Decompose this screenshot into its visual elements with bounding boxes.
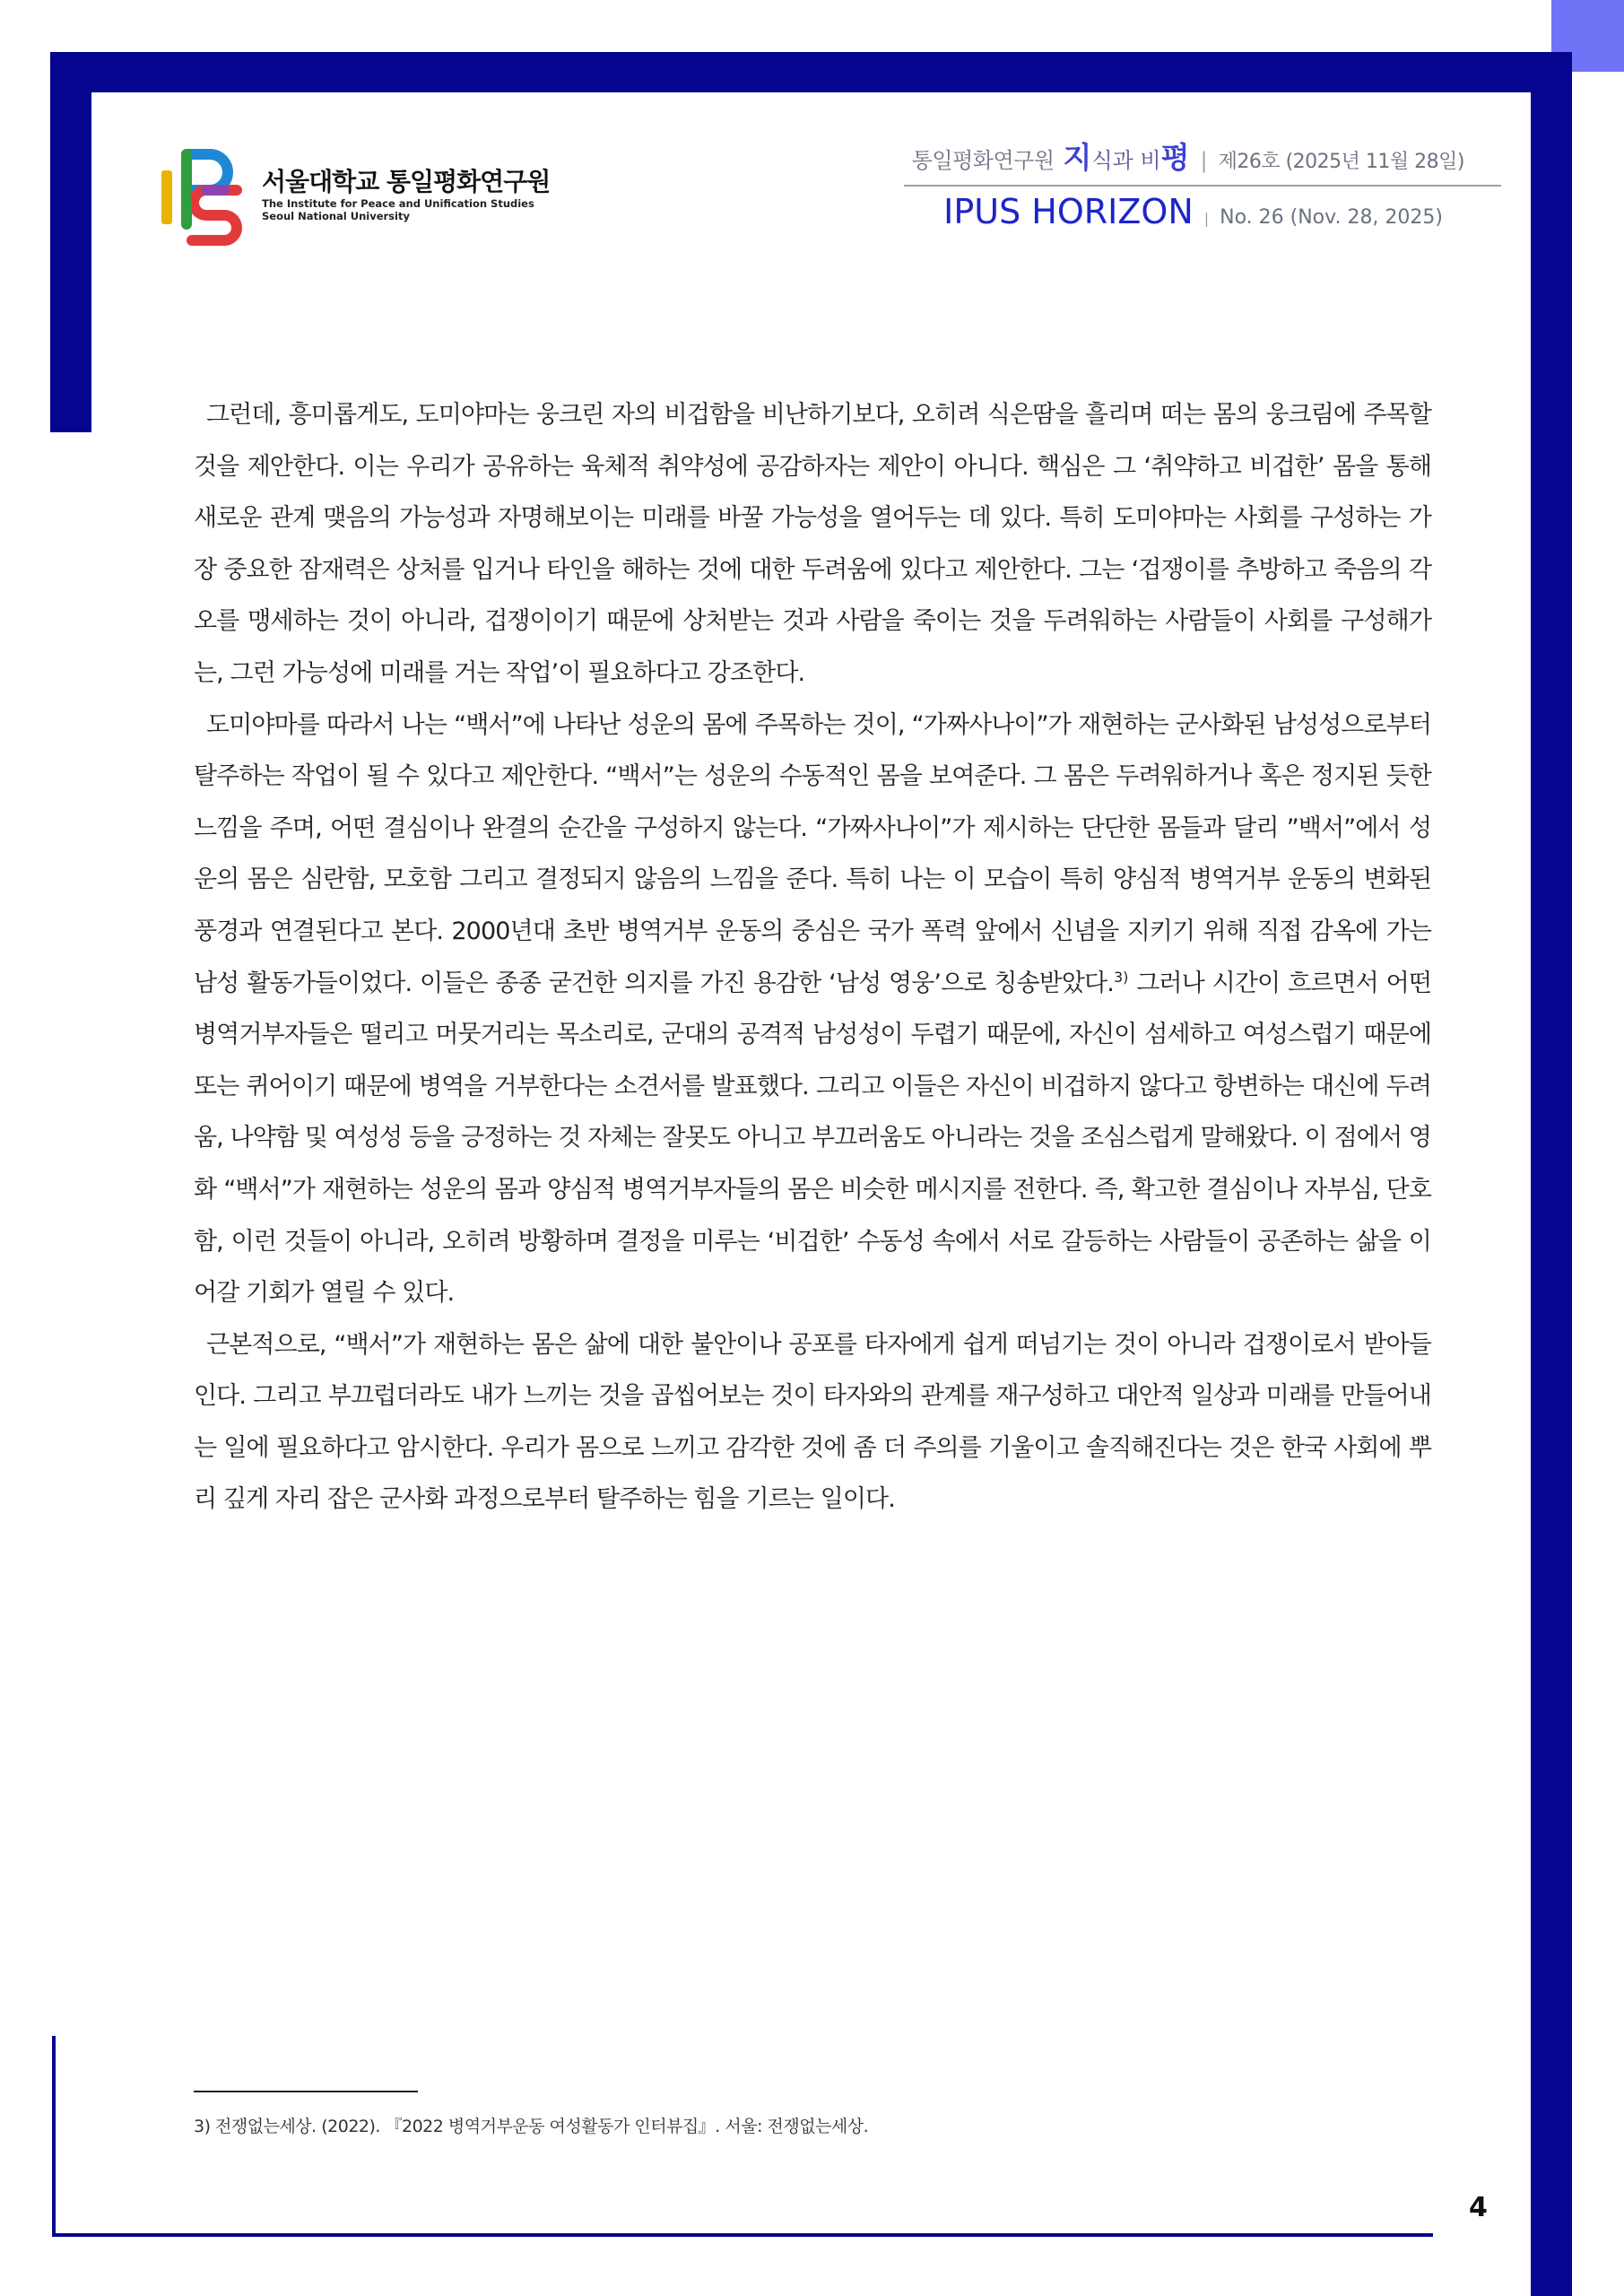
paragraph-3: 근본적으로, “백서”가 재현하는 몸은 삶에 대한 불안이나 공포를 타자에게 쉽게 떠넘기는 것이 아니라 겁쟁이로서 받아들인다. 그리고 부끄럽더라도 내가 느끼는 것을 곱씹어보는 것이 타자와의 관계를 재구성하고 대안적 일상과 미래를 만들어내는 일에 필요하다고 암시한다. 우리가 몸으로 느끼고 감각한 것에 좀 더 주의를 기울이고 솔직해진다는 것은 한국 사회에 뿌리 깊게 자리 잡은 군사화 과정으로부터 탈주하는 힘을 기르는 일이다. [194, 1330, 1431, 1514]
header-separator-en: | [1203, 210, 1210, 227]
series-title-pyeong: 평 [1160, 140, 1190, 175]
frame-right-bar [1531, 52, 1572, 2296]
issue-english: No. 26 (Nov. 28, 2025) [1220, 206, 1443, 229]
footnote-3: 3) 전쟁없는세상. (2022). 『2022 병역거부운동 여성활동가 인터뷰집』. 서울: 전쟁없는세상. [194, 2117, 869, 2136]
paragraph-2-part-a: 도미야마를 따라서 나는 “백서”에 나타난 성운의 몸에 주목하는 것이, “가짜사나이”가 재현하는 군사화된 남성성으로부터 탈주하는 작업이 될 수 있다고 제안한다. “백서”는 성운의 수동적인 몸을 보여준다. 그 몸은 두려워하거나 혹은 정지된 듯한 느낌을 주며, 어떤 결심이나 완결의 순간을 구성하지 않는다. “가짜사나이”가 제시하는 단단한 몸들과 달리 ”백서”에서 성운의 몸은 심란함, 모호함 그리고 결정되지 않음의 느낌을 준다. 특히 나는 이 모습이 특히 양심적 병역거부 운동의 변화된 풍경과 연결된다고 본다. 2000년대 초반 병역거부 운동의 중심은 국가 폭력 앞에서 신념을 지키기 위해 직접 감옥에 가는 남성 활동가들이었다. 이들은 종종 굳건한 의지를 가진 용감한 ‘남성 영웅’으로 칭송받았다. [194, 710, 1431, 997]
article-body [194, 389, 1431, 1526]
paragraph-1: 그런데, 흥미롭게도, 도미야마는 웅크린 자의 비겁함을 비난하기보다, 오히려 식은땀을 흘리며 떠는 몸의 웅크림에 주목할 것을 제안한다. 이는 우리가 공유하는 육체적 취약성에 공감하자는 제안이 아니다. 핵심은 그 ‘취약하고 비겁한’ 몸을 통해 새로운 관계 맺음의 가능성과 자명해보이는 미래를 바꿀 가능성을 열어두는 데 있다. 특히 도미야마는 사회를 구성하는 가장 중요한 잠재력은 상처를 입거나 타인을 해하는 것에 대한 두려움에 있다고 제안한다. 그는 ‘겁쟁이를 추방하고 죽음의 각오를 맹세하는 것이 아니라, 겁쟁이이기 때문에 상처받는 것과 사람을 죽이는 것을 두려워하는 사람들이 사회를 구성해가는, 그런 가능성에 미래를 거는 작업’이 필요하다고 강조한다. [194, 401, 1431, 687]
org-name-block [262, 167, 550, 222]
series-title-ji: 지 [1063, 140, 1092, 175]
series-header-korean [912, 135, 1464, 177]
paragraph-2-part-b: 그러나 시간이 흐르면서 어떤 병역거부자들은 떨리고 머뭇거리는 목소리로, 군대의 공격적 남성성이 두렵기 때문에, 자신이 섬세하고 여성스럽기 때문에 또는 퀴어이기 때문에 병역을 거부한다는 소견서를 발표했다. 그리고 이들은 자신이 비겁하지 않다고 항변하는 대신에 두려움, 나약함 및 여성성 등을 긍정하는 것 자체는 잘못도 아니고 부끄러움도 아니라는 것을 조심스럽게 말해왔다. 이 점에서 영화 “백서”가 재현하는 성운의 몸과 양심적 병역거부자들의 몸은 비슷한 메시지를 전한다. 즉, 확고한 결심이나 자부심, 단호함, 이런 것들이 아니라, 오히려 방황하며 결정을 미루는 ‘비겁한’ 수동성 속에서 서로 갈등하는 사람들이 공존하는 삶을 이어갈 기회가 열릴 수 있다. [194, 969, 1432, 1308]
series-prefix: 통일평화연구원 [911, 148, 1055, 173]
series-title [1064, 135, 1190, 177]
issue-korean: 제26호 (2025년 11월 28일) [1218, 151, 1464, 173]
header-rule [904, 185, 1501, 187]
paragraph-2 [194, 700, 1431, 1319]
org-name-english-line-2: Seoul National University [262, 210, 410, 222]
org-name-english-line-1: The Institute for Peace and Unification Studies [262, 197, 534, 210]
frame-left-bar [50, 52, 91, 432]
org-name-korean: 서울대학교 통일평화연구원 [262, 167, 551, 196]
footnote-divider [194, 2091, 418, 2092]
bottom-left-rule [52, 2036, 56, 2237]
bottom-rule [52, 2233, 1433, 2237]
footnote-ref-3[interactable]: 3) [1113, 968, 1129, 986]
brand-title: IPUS HORIZON [943, 192, 1194, 231]
series-header-english [943, 192, 1443, 231]
header-separator: | [1200, 148, 1208, 173]
ipus-logo-icon [160, 145, 258, 249]
series-title-mid: 식과 비 [1091, 148, 1161, 173]
frame-top-bar [50, 52, 1572, 92]
page-number: 4 [1469, 2192, 1488, 2223]
